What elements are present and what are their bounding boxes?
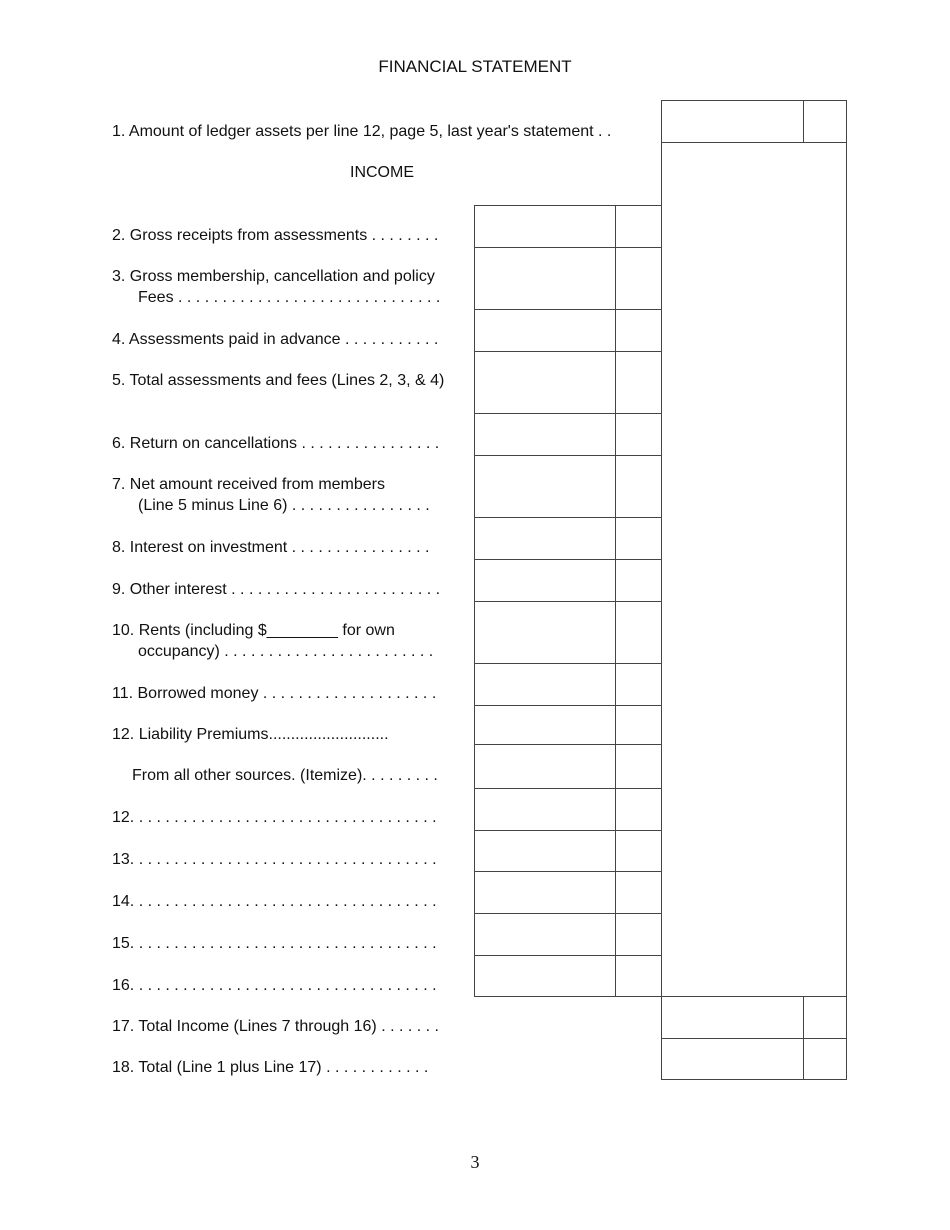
line-18-label: 18. Total (Line 1 plus Line 17) . . . . . . . . . . . .	[112, 1059, 429, 1076]
page-title: FINANCIAL STATEMENT	[378, 57, 572, 76]
line-2-label: 2. Gross receipts from assessments . . . . . . . .	[112, 227, 439, 244]
line-13-amount-field[interactable]	[474, 830, 616, 872]
line-14-cents-field[interactable]	[615, 871, 662, 914]
line-9-cents-field[interactable]	[615, 559, 662, 602]
line-7-label-b: (Line 5 minus Line 6) . . . . . . . . . . . . . . . .	[138, 496, 430, 514]
liability-premiums-amount-field[interactable]	[474, 705, 616, 745]
line-13-cents-field[interactable]	[615, 830, 662, 872]
line-11-amount-field[interactable]	[474, 663, 616, 706]
line-1-cents-field[interactable]	[803, 100, 847, 143]
line-3-cents-field[interactable]	[615, 247, 662, 310]
line-18-amount-field[interactable]	[661, 1038, 804, 1080]
line-3-label	[112, 267, 468, 308]
line-5-label: 5. Total assessments and fees (Lines 2, 3, & 4)	[112, 372, 445, 389]
line-8-label: 8. Interest on investment . . . . . . . . . . . . . . . .	[112, 539, 430, 556]
line-5-cents-field[interactable]	[615, 351, 662, 414]
income-heading: INCOME	[350, 164, 414, 181]
line-15-label: 15. . . . . . . . . . . . . . . . . . . . . . . . . . . . . . . . . . .	[112, 935, 437, 952]
line-17-cents-field[interactable]	[803, 996, 847, 1039]
line-16-amount-field[interactable]	[474, 955, 616, 997]
line-15-cents-field[interactable]	[615, 913, 662, 956]
line-7-amount-field[interactable]	[474, 455, 616, 518]
line-10-label	[112, 621, 468, 662]
line-11-label: 11. Borrowed money . . . . . . . . . . . . . . . . . . . .	[112, 685, 437, 702]
line-6-label: 6. Return on cancellations . . . . . . . . . . . . . . . .	[112, 435, 440, 452]
line-8-amount-field[interactable]	[474, 517, 616, 560]
page-number: 3	[470, 1152, 480, 1172]
line-18-cents-field[interactable]	[803, 1038, 847, 1080]
other-sources-cents-field[interactable]	[615, 744, 662, 789]
line-3-label-b: Fees . . . . . . . . . . . . . . . . . . . . . . . . . . . . . .	[138, 288, 441, 306]
line-16-label: 16. . . . . . . . . . . . . . . . . . . . . . . . . . . . . . . . . . .	[112, 977, 437, 994]
line-3-label-a: 3. Gross membership, cancellation and policy	[112, 268, 435, 285]
line-4-label: 4. Assessments paid in advance . . . . . . . . . . .	[112, 331, 439, 348]
line-2-amount-field[interactable]	[474, 205, 616, 248]
line-17-label: 17. Total Income (Lines 7 through 16) . . . . . . .	[112, 1018, 439, 1035]
line-12-cents-field[interactable]	[615, 788, 662, 831]
line-9-label: 9. Other interest . . . . . . . . . . . . . . . . . . . . . . . .	[112, 581, 441, 598]
line-7-cents-field[interactable]	[615, 455, 662, 518]
line-3-amount-field[interactable]	[474, 247, 616, 310]
line-10-label-b: occupancy) . . . . . . . . . . . . . . . . . . . . . . . .	[138, 642, 434, 660]
right-column-frame	[661, 142, 847, 997]
line-15-amount-field[interactable]	[474, 913, 616, 956]
line-12-amount-field[interactable]	[474, 788, 616, 831]
liability-premiums-cents-field[interactable]	[615, 705, 662, 745]
line-6-amount-field[interactable]	[474, 413, 616, 456]
line-7-label	[112, 475, 468, 516]
line-10-label-a: 10. Rents (including $________ for own	[112, 622, 395, 639]
line-16-cents-field[interactable]	[615, 955, 662, 997]
line-14-label: 14. . . . . . . . . . . . . . . . . . . . . . . . . . . . . . . . . . .	[112, 893, 437, 910]
line-7-label-a: 7. Net amount received from members	[112, 476, 385, 493]
line-14-amount-field[interactable]	[474, 871, 616, 914]
line-4-cents-field[interactable]	[615, 309, 662, 352]
line-10-amount-field[interactable]	[474, 601, 616, 664]
other-sources-amount-field[interactable]	[474, 744, 616, 789]
line-17-amount-field[interactable]	[661, 996, 804, 1039]
other-sources-label: From all other sources. (Itemize). . . . . . . . .	[132, 767, 438, 784]
line-4-amount-field[interactable]	[474, 309, 616, 352]
line-11-cents-field[interactable]	[615, 663, 662, 706]
line-1-label: 1. Amount of ledger assets per line 12, page 5, last year's statement . .	[112, 123, 612, 140]
line-12-label: 12. . . . . . . . . . . . . . . . . . . . . . . . . . . . . . . . . . .	[112, 809, 437, 826]
line-9-amount-field[interactable]	[474, 559, 616, 602]
line-10-cents-field[interactable]	[615, 601, 662, 664]
line-1-amount-field[interactable]	[661, 100, 804, 143]
line-2-cents-field[interactable]	[615, 205, 662, 248]
liability-premiums-label: 12. Liability Premiums...........................	[112, 726, 389, 743]
line-8-cents-field[interactable]	[615, 517, 662, 560]
line-5-amount-field[interactable]	[474, 351, 616, 414]
line-13-label: 13. . . . . . . . . . . . . . . . . . . . . . . . . . . . . . . . . . .	[112, 851, 437, 868]
line-6-cents-field[interactable]	[615, 413, 662, 456]
